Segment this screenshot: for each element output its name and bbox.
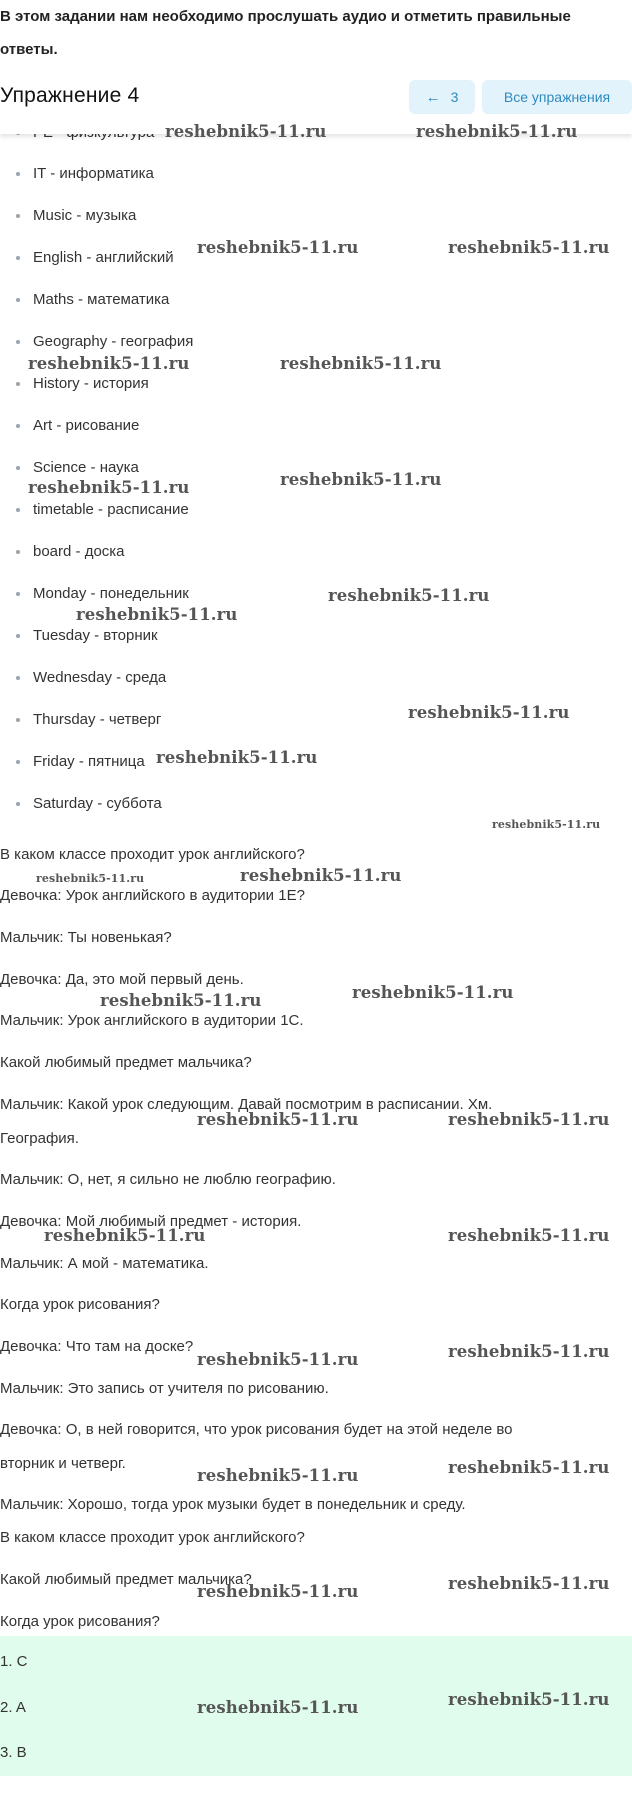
watermark: reshebnik5-11.ru xyxy=(328,586,490,605)
watermark: reshebnik5-11.ru xyxy=(448,1110,610,1129)
dialogue-line: География. xyxy=(0,1130,79,1147)
watermark: reshebnik5-11.ru xyxy=(28,354,190,373)
watermark: reshebnik5-11.ru xyxy=(448,1574,610,1593)
intro-text xyxy=(0,0,632,66)
dialogue-line: Девочка: О, в ней говорится, что урок рисования будет на этой неделе во xyxy=(0,1421,513,1438)
exercise-header xyxy=(0,78,632,118)
dialogue-line: Мальчик: Хорошо, тогда урок музыки будет в понедельник и среду. xyxy=(0,1496,466,1513)
bullet-icon xyxy=(16,592,20,596)
watermark: reshebnik5-11.ru xyxy=(280,470,442,489)
answer-item: 3. B xyxy=(0,1744,27,1761)
dialogue-line: Девочка: Мой любимый предмет - история. xyxy=(0,1213,302,1230)
watermark: reshebnik5-11.ru xyxy=(36,872,145,885)
dialogue-line: Мальчик: О, нет, я сильно не люблю географию. xyxy=(0,1171,336,1188)
watermark: reshebnik5-11.ru xyxy=(197,1582,359,1601)
question-heading: В каком классе проходит урок английского? xyxy=(0,846,305,863)
watermark: reshebnik5-11.ru xyxy=(156,748,318,767)
dialogue-line: Мальчик: А мой - математика. xyxy=(0,1255,209,1272)
watermark: reshebnik5-11.ru xyxy=(197,238,359,257)
watermark: reshebnik5-11.ru xyxy=(448,1342,610,1361)
question: В каком классе проходит урок английского? xyxy=(0,1529,305,1546)
watermark: reshebnik5-11.ru xyxy=(197,1350,359,1369)
all-exercises-button[interactable]: Все упражнения xyxy=(482,80,632,114)
watermark: reshebnik5-11.ru xyxy=(280,354,442,373)
bullet-icon xyxy=(16,424,20,428)
dialogue-line: Девочка: Что там на доске? xyxy=(0,1338,194,1355)
dialogue-line: Мальчик: Это запись от учителя по рисованию. xyxy=(0,1380,329,1397)
vocabulary-list: IT - информатика Music - музыка English - английский Maths - математика Geography - география History - история Art - рисование Science - наука timetable - расписание board - доска Monday - понедельник Tuesday - вторник Wednesday - среда Thursday - четверг Friday - пятница Saturday - суббота xyxy=(0,130,632,830)
watermark: reshebnik5-11.ru xyxy=(448,1458,610,1477)
bullet-icon xyxy=(16,550,20,554)
watermark: reshebnik5-11.ru xyxy=(240,866,402,885)
intro-line-1: В этом задании нам необходимо прослушать аудио и отметить правильные xyxy=(0,8,571,25)
bullet-icon xyxy=(16,298,20,302)
question-heading: Когда урок рисования? xyxy=(0,1296,160,1313)
watermark: reshebnik5-11.ru xyxy=(165,122,327,141)
watermark: reshebnik5-11.ru xyxy=(408,703,570,722)
intro-line-2: ответы. xyxy=(0,41,58,58)
watermark: reshebnik5-11.ru xyxy=(197,1466,359,1485)
dialogue-line: вторник и четверг. xyxy=(0,1455,126,1472)
bullet-icon xyxy=(16,718,20,722)
bullet-icon xyxy=(16,340,20,344)
question: Какой любимый предмет мальчика? xyxy=(0,1571,252,1588)
answer-item: 1. C xyxy=(0,1653,28,1670)
watermark: reshebnik5-11.ru xyxy=(448,1690,610,1709)
dialogue-line: Девочка: Да, это мой первый день. xyxy=(0,971,244,988)
watermark: reshebnik5-11.ru xyxy=(352,983,514,1002)
watermark: reshebnik5-11.ru xyxy=(76,605,238,624)
dialogue-line: Мальчик: Ты новенькая? xyxy=(0,929,172,946)
bullet-icon xyxy=(16,676,20,680)
bullet-icon xyxy=(16,634,20,638)
bullet-icon xyxy=(16,508,20,512)
question: Когда урок рисования? xyxy=(0,1613,160,1630)
watermark: reshebnik5-11.ru xyxy=(197,1110,359,1129)
prev-exercise-button[interactable] xyxy=(409,80,475,114)
prev-exercise-label: 3 xyxy=(450,89,459,105)
watermark: reshebnik5-11.ru xyxy=(416,122,578,141)
bullet-icon xyxy=(16,214,20,218)
watermark: reshebnik5-11.ru xyxy=(100,991,262,1010)
dialogue-line: Девочка: Урок английского в аудитории 1E? xyxy=(0,887,305,904)
answer-item: 2. A xyxy=(0,1699,26,1716)
watermark: reshebnik5-11.ru xyxy=(44,1226,206,1245)
watermark: reshebnik5-11.ru xyxy=(448,238,610,257)
question-heading: Какой любимый предмет мальчика? xyxy=(0,1054,252,1071)
watermark: reshebnik5-11.ru xyxy=(197,1698,359,1717)
bullet-icon xyxy=(16,256,20,260)
arrow-left-icon: ← xyxy=(425,89,441,106)
dialogue-line: Мальчик: Урок английского в аудитории 1С. xyxy=(0,1012,304,1029)
bullet-icon xyxy=(16,760,20,764)
bullet-icon xyxy=(16,466,20,470)
bullet-icon xyxy=(16,382,20,386)
bullet-icon xyxy=(16,802,20,806)
watermark: reshebnik5-11.ru xyxy=(28,478,190,497)
page-title: Упражнение 4 xyxy=(0,84,140,107)
watermark: reshebnik5-11.ru xyxy=(492,818,601,831)
bullet-icon xyxy=(16,172,20,176)
dialogue-line: Мальчик: Какой урок следующим. Давай посмотрим в расписании. Хм. xyxy=(0,1096,493,1113)
watermark: reshebnik5-11.ru xyxy=(448,1226,610,1245)
